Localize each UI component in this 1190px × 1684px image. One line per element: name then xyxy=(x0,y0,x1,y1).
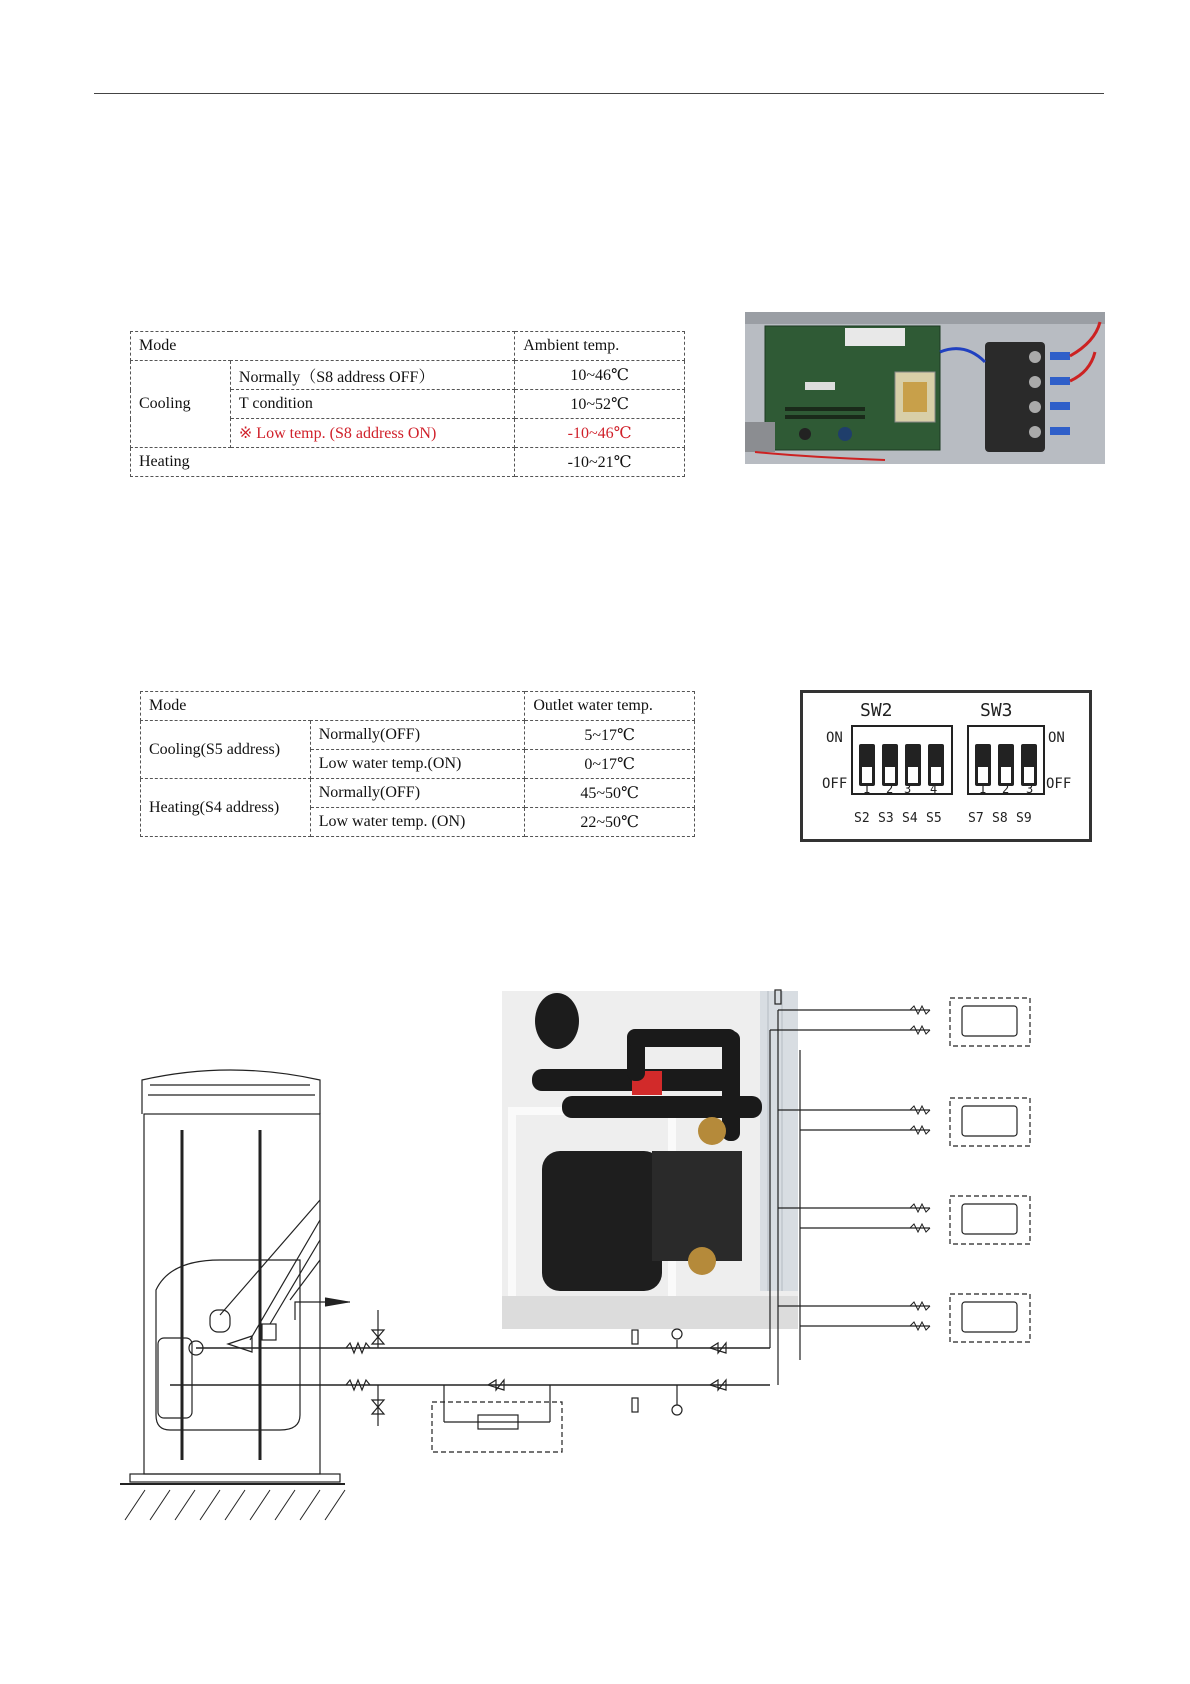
outdoor-unit xyxy=(130,1070,340,1482)
value-cell: 10~46℃ xyxy=(515,361,685,390)
condition-cell: Normally(OFF) xyxy=(310,721,525,750)
heating-label: Heating xyxy=(131,448,515,477)
table-header-row xyxy=(131,332,685,361)
header-rule xyxy=(94,93,1104,94)
sw2-name-s2: S2 xyxy=(854,811,870,826)
ambient-temp-header: Ambient temp. xyxy=(515,332,685,361)
off-label-left: OFF xyxy=(822,776,848,792)
piping-diagram xyxy=(110,960,1130,1560)
condition-cell: Normally(OFF) xyxy=(310,779,525,808)
sw2-num-4: 4 xyxy=(930,782,938,796)
table-header-row xyxy=(141,692,695,721)
sw2-num-2: 2 xyxy=(886,782,894,796)
sw3-name-s7: S7 xyxy=(968,811,984,826)
value-cell: 5~17℃ xyxy=(525,721,695,750)
mode-header: Mode xyxy=(141,692,525,721)
table-row xyxy=(141,779,695,808)
on-label-left: ON xyxy=(826,730,843,746)
fan-coil-units xyxy=(950,998,1030,1342)
value-cell: 45~50℃ xyxy=(525,779,695,808)
condition-cell-highlight: ※ Low temp. (S8 address ON) xyxy=(230,419,514,448)
sw2-num-1: 1 xyxy=(863,782,871,796)
table-row xyxy=(131,448,685,477)
sw2-name-s5: S5 xyxy=(926,811,942,826)
sw3-toggles xyxy=(975,744,1037,786)
condition-cell: Low water temp. (ON) xyxy=(310,808,525,837)
value-cell: -10~21℃ xyxy=(515,448,685,477)
sw3-num-1: 1 xyxy=(979,782,987,796)
sw2-name-s3: S3 xyxy=(878,811,894,826)
table-row xyxy=(141,721,695,750)
table-row xyxy=(131,361,685,390)
sw2-title: SW2 xyxy=(860,700,893,721)
sw3-num-3: 3 xyxy=(1026,782,1034,796)
sw3-name-s9: S9 xyxy=(1016,811,1032,826)
value-cell-highlight: -10~46℃ xyxy=(515,419,685,448)
sw2-name-s4: S4 xyxy=(902,811,918,826)
value-cell: 10~52℃ xyxy=(515,390,685,419)
cooling-label: Cooling xyxy=(131,361,231,448)
branch-lines xyxy=(778,1010,930,1326)
off-label-right: OFF xyxy=(1046,776,1072,792)
outlet-water-temp-table xyxy=(140,691,695,837)
control-board-photo xyxy=(745,312,1105,464)
outlet-temp-header: Outlet water temp. xyxy=(525,692,695,721)
heating-s4-label: Heating(S4 address) xyxy=(141,779,311,837)
value-cell: 22~50℃ xyxy=(525,808,695,837)
condition-cell: Normally（S8 address OFF） xyxy=(230,361,514,390)
mode-header: Mode xyxy=(131,332,515,361)
condition-cell: T condition xyxy=(230,390,514,419)
sw3-num-2: 2 xyxy=(1002,782,1010,796)
sw2-num-3: 3 xyxy=(904,782,912,796)
sw3-name-s8: S8 xyxy=(992,811,1008,826)
cooling-s5-label: Cooling(S5 address) xyxy=(141,721,311,779)
on-label-right: ON xyxy=(1048,730,1065,746)
condition-cell: Low water temp.(ON) xyxy=(310,750,525,779)
ambient-temp-table xyxy=(130,331,685,477)
dip-switch-figure xyxy=(800,690,1092,842)
value-cell: 0~17℃ xyxy=(525,750,695,779)
sw3-title: SW3 xyxy=(980,700,1013,721)
